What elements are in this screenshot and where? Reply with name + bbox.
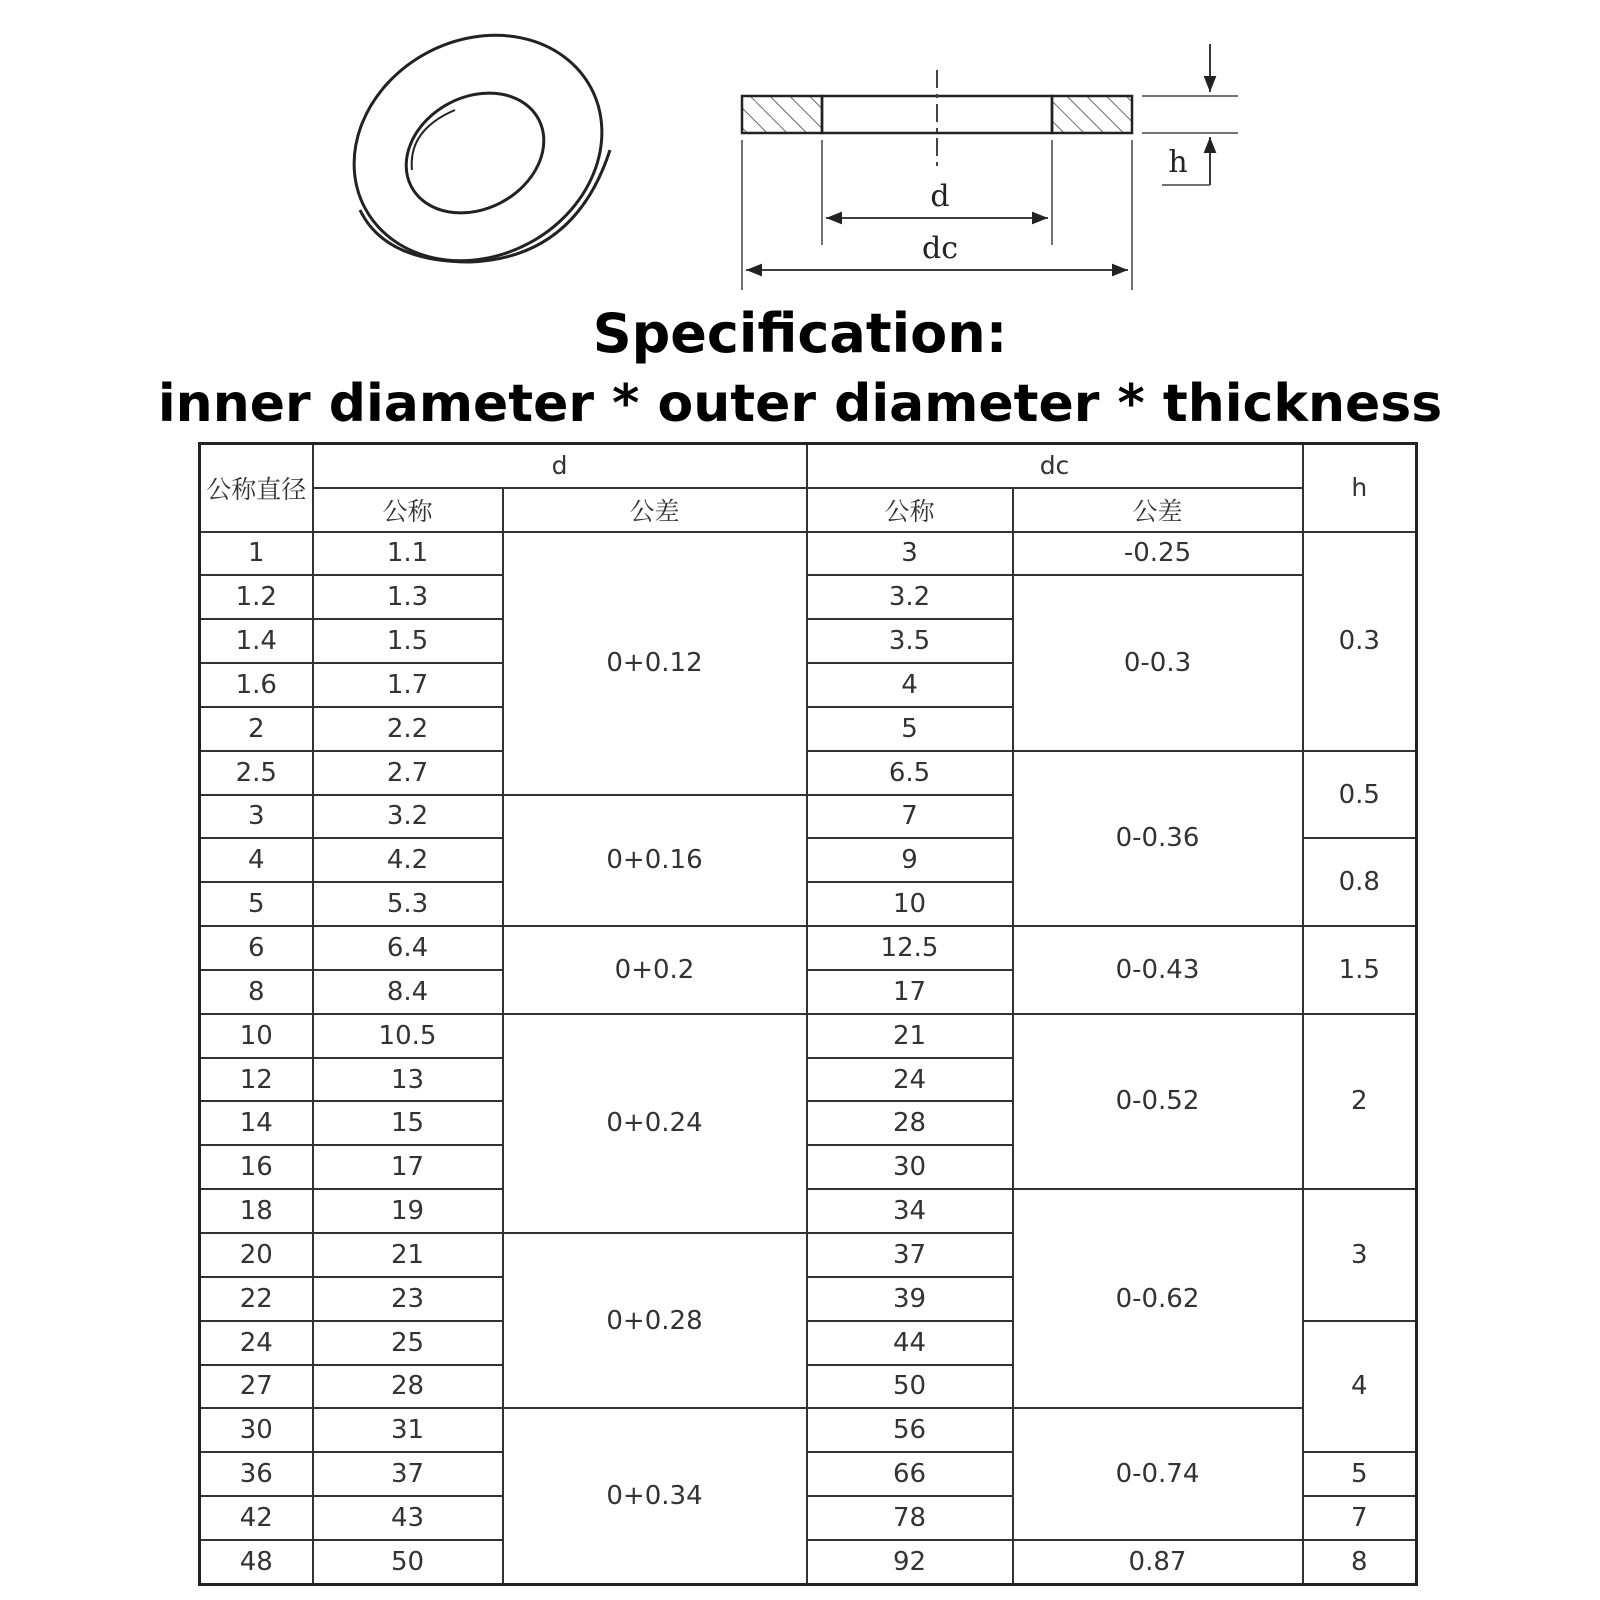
cell-thickness-h: 2 [1303, 1014, 1417, 1189]
cell-nominal-size: 42 [200, 1496, 313, 1540]
cell-nominal-size: 1.2 [200, 575, 313, 619]
cell-dc-nominal: 56 [807, 1408, 1013, 1452]
cell-dc-tolerance: -0.25 [1013, 532, 1303, 576]
header-h: h [1303, 444, 1417, 532]
cell-nominal-size: 18 [200, 1189, 313, 1233]
cell-dc-tolerance: 0-0.3 [1013, 575, 1303, 750]
washer-figures [0, 0, 1600, 300]
cell-dc-nominal: 10 [807, 882, 1013, 926]
cell-d-nominal: 21 [313, 1233, 503, 1277]
label-h: h [1168, 145, 1188, 180]
label-dc: dc [921, 231, 959, 266]
cell-thickness-h: 3 [1303, 1189, 1417, 1321]
header-dc: dc [807, 444, 1303, 488]
washer-isometric-drawing [314, 0, 641, 300]
cell-thickness-h: 0.5 [1303, 751, 1417, 839]
cell-d-nominal: 28 [313, 1365, 503, 1409]
label-d: d [930, 179, 950, 214]
cell-dc-nominal: 24 [807, 1058, 1013, 1102]
cell-dc-tolerance: 0-0.43 [1013, 926, 1303, 1014]
cell-nominal-size: 24 [200, 1321, 313, 1365]
cell-d-nominal: 25 [313, 1321, 503, 1365]
cell-dc-tolerance: 0-0.52 [1013, 1014, 1303, 1189]
cell-nominal-size: 10 [200, 1014, 313, 1058]
cell-thickness-h: 8 [1303, 1540, 1417, 1585]
cell-dc-nominal: 17 [807, 970, 1013, 1014]
cell-nominal-size: 6 [200, 926, 313, 970]
header-dc-nominal: 公称 [807, 488, 1013, 532]
cell-nominal-size: 4 [200, 838, 313, 882]
cell-nominal-size: 36 [200, 1452, 313, 1496]
cell-nominal-size: 8 [200, 970, 313, 1014]
cell-dc-nominal: 34 [807, 1189, 1013, 1233]
cell-dc-nominal: 50 [807, 1365, 1013, 1409]
table-row [200, 575, 1417, 619]
table-row [200, 1189, 1417, 1233]
cell-dc-nominal: 21 [807, 1014, 1013, 1058]
cell-d-nominal: 5.3 [313, 882, 503, 926]
table-row [200, 532, 1417, 576]
cell-d-tolerance: 0+0.2 [503, 926, 807, 1014]
table-row [200, 1014, 1417, 1058]
cell-thickness-h: 0.8 [1303, 838, 1417, 926]
cell-d-nominal: 50 [313, 1540, 503, 1585]
cell-d-nominal: 23 [313, 1277, 503, 1321]
table-row [200, 1540, 1417, 1585]
cell-nominal-size: 2.5 [200, 751, 313, 795]
cell-nominal-size: 20 [200, 1233, 313, 1277]
header-dc-tolerance: 公差 [1013, 488, 1303, 532]
cell-nominal-size: 1 [200, 532, 313, 576]
cell-dc-nominal: 30 [807, 1145, 1013, 1189]
cell-dc-nominal: 6.5 [807, 751, 1013, 795]
cell-dc-nominal: 7 [807, 795, 1013, 839]
cell-d-nominal: 1.7 [313, 663, 503, 707]
cell-d-nominal: 3.2 [313, 795, 503, 839]
cell-nominal-size: 30 [200, 1408, 313, 1452]
cell-d-nominal: 4.2 [313, 838, 503, 882]
cell-dc-nominal: 3 [807, 532, 1013, 576]
cell-d-nominal: 17 [313, 1145, 503, 1189]
washer-cross-section-drawing [742, 44, 1238, 290]
cell-nominal-size: 14 [200, 1101, 313, 1145]
cell-d-nominal: 2.2 [313, 707, 503, 751]
header-d: d [313, 444, 807, 488]
cell-d-nominal: 15 [313, 1101, 503, 1145]
cell-nominal-size: 48 [200, 1540, 313, 1585]
cell-d-tolerance: 0+0.24 [503, 1014, 807, 1233]
cell-nominal-size: 2 [200, 707, 313, 751]
cell-dc-tolerance: 0-0.36 [1013, 751, 1303, 926]
cell-d-nominal: 10.5 [313, 1014, 503, 1058]
cell-thickness-h: 0.3 [1303, 532, 1417, 751]
cell-nominal-size: 27 [200, 1365, 313, 1409]
cell-d-tolerance: 0+0.16 [503, 795, 807, 927]
cell-d-nominal: 8.4 [313, 970, 503, 1014]
header-d-tolerance: 公差 [503, 488, 807, 532]
cell-dc-nominal: 3.2 [807, 575, 1013, 619]
cell-d-nominal: 6.4 [313, 926, 503, 970]
cell-dc-nominal: 92 [807, 1540, 1013, 1585]
cell-d-nominal: 43 [313, 1496, 503, 1540]
cell-thickness-h: 4 [1303, 1321, 1417, 1453]
cell-d-tolerance: 0+0.28 [503, 1233, 807, 1408]
cell-d-nominal: 1.5 [313, 619, 503, 663]
spec-title: Specification: [592, 302, 1008, 365]
cell-nominal-size: 16 [200, 1145, 313, 1189]
cell-d-nominal: 1.1 [313, 532, 503, 576]
cell-d-nominal: 2.7 [313, 751, 503, 795]
cell-thickness-h: 5 [1303, 1452, 1417, 1496]
cell-d-tolerance: 0+0.34 [503, 1408, 807, 1584]
cell-dc-nominal: 39 [807, 1277, 1013, 1321]
cell-dc-nominal: 66 [807, 1452, 1013, 1496]
cell-nominal-size: 5 [200, 882, 313, 926]
table-row [200, 751, 1417, 795]
cell-d-nominal: 31 [313, 1408, 503, 1452]
cell-thickness-h: 1.5 [1303, 926, 1417, 1014]
cell-dc-nominal: 9 [807, 838, 1013, 882]
cell-dc-nominal: 12.5 [807, 926, 1013, 970]
cell-dc-tolerance: 0.87 [1013, 1540, 1303, 1585]
cell-nominal-size: 22 [200, 1277, 313, 1321]
cell-d-nominal: 37 [313, 1452, 503, 1496]
cell-nominal-size: 1.4 [200, 619, 313, 663]
cell-nominal-size: 1.6 [200, 663, 313, 707]
cell-d-nominal: 1.3 [313, 575, 503, 619]
cell-nominal-size: 12 [200, 1058, 313, 1102]
cell-dc-nominal: 28 [807, 1101, 1013, 1145]
cell-dc-tolerance: 0-0.74 [1013, 1408, 1303, 1540]
cell-dc-nominal: 37 [807, 1233, 1013, 1277]
cell-dc-nominal: 78 [807, 1496, 1013, 1540]
spec-table-body [200, 532, 1417, 1585]
cell-thickness-h: 7 [1303, 1496, 1417, 1540]
table-row [200, 926, 1417, 970]
washer-spec-table [198, 442, 1418, 1586]
cell-dc-nominal: 4 [807, 663, 1013, 707]
table-row [200, 1408, 1417, 1452]
cell-d-nominal: 13 [313, 1058, 503, 1102]
cell-dc-nominal: 3.5 [807, 619, 1013, 663]
cell-d-tolerance: 0+0.12 [503, 532, 807, 795]
header-nominal-diameter: 公称直径 [200, 444, 313, 532]
cell-dc-nominal: 44 [807, 1321, 1013, 1365]
cell-dc-nominal: 5 [807, 707, 1013, 751]
header-d-nominal: 公称 [313, 488, 503, 532]
cell-nominal-size: 3 [200, 795, 313, 839]
spec-subtitle: inner diameter * outer diameter * thickness [157, 374, 1443, 434]
cell-d-nominal: 19 [313, 1189, 503, 1233]
cell-dc-tolerance: 0-0.62 [1013, 1189, 1303, 1408]
